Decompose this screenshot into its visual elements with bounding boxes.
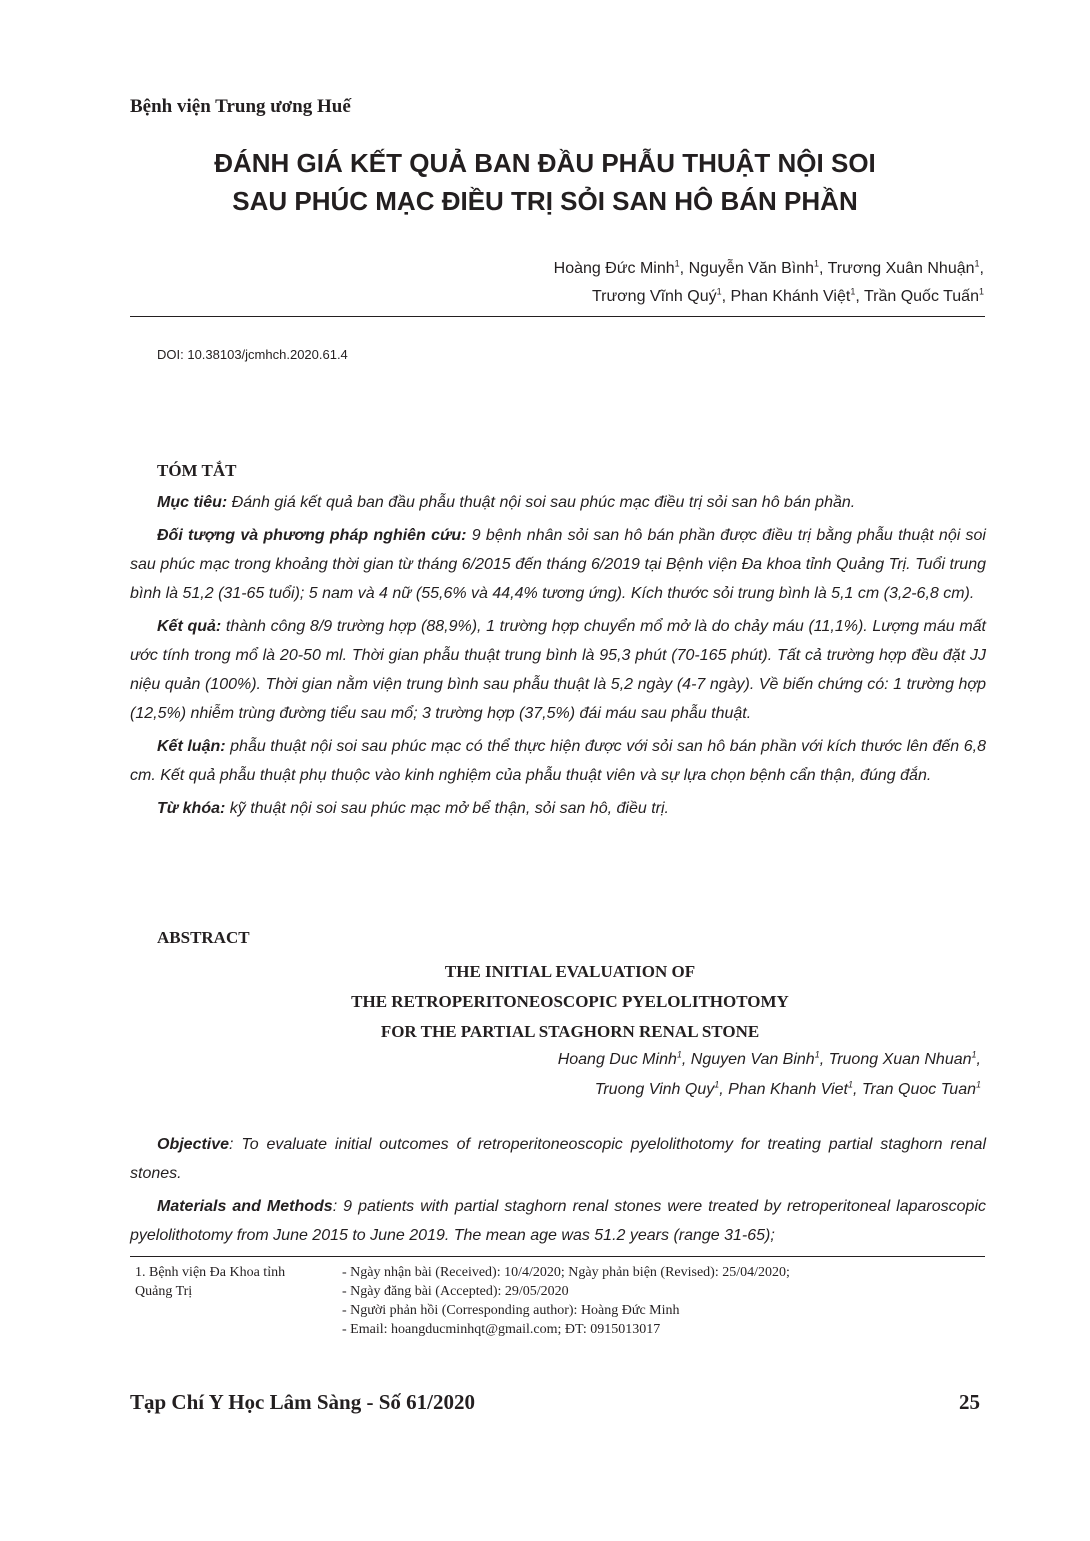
author-affiliation-mark: 1 bbox=[714, 1079, 720, 1090]
author-name: Hoang Duc Minh bbox=[557, 1051, 677, 1068]
english-title-line-1: THE INITIAL EVALUATION OF bbox=[444, 962, 696, 981]
contact-info[interactable]: - Email: hoangducminhqt@gmail.com; ĐT: 0915013017 bbox=[342, 1322, 661, 1337]
abstract-body bbox=[130, 1130, 986, 1254]
methods-text: 9 bệnh nhân sỏi san hô bán phần được điều trị bằng phẫu thuật nội soi sau phúc mạc trong khoảng thời gian từ tháng 6/2015 đến tháng 6/2019 tại Bệnh viện Đa khoa tỉnh Quảng Trị. Tuổi trung bình là 51,2 (31-65 tuổi); 5 nam và 4 nữ (55,6% và 44,4% tương ứng). Kích thước sỏi trung bình là 5,1 cm (3,2-6,8 cm). bbox=[130, 527, 986, 602]
author-line-1 bbox=[554, 255, 984, 283]
author-affiliation-mark: 1 bbox=[676, 1049, 682, 1060]
title-line-1: ĐÁNH GIÁ KẾT QUẢ BAN ĐẦU PHẪU THUẬT NỘI SOI bbox=[214, 148, 876, 178]
conclusion-text: phẫu thuật nội soi sau phúc mạc có thể thực hiện được với sỏi san hô bán phần với kích thước lên đến 6,8 cm. Kết quả phẫu thuật phụ thuộc vào kinh nghiệm của phẫu thuật viên và sự lựa chọn bệnh cẩn thận, đúng đắn. bbox=[130, 738, 986, 784]
author-separator: , bbox=[719, 1081, 729, 1098]
author-affiliation-mark: 1 bbox=[814, 1049, 820, 1060]
summary-body bbox=[130, 488, 986, 827]
methods-label: Materials and Methods bbox=[157, 1198, 333, 1215]
methods-text: : 9 patients with partial staghorn renal stones were treated by retroperitoneal laparoscopic pyelolithotomy from June 2015 to June 2019. The mean age was 51.2 years (range 31-65); bbox=[130, 1198, 986, 1244]
summary-methods bbox=[130, 521, 986, 608]
author-name: Trương Xuân Nhuận bbox=[827, 260, 975, 277]
english-title-line-3: FOR THE PARTIAL STAGHORN RENAL STONE bbox=[380, 1022, 760, 1041]
author-name: Tran Quoc Tuan bbox=[861, 1081, 976, 1098]
accepted-date: - Ngày đăng bài (Accepted): 29/05/2020 bbox=[342, 1284, 569, 1299]
author-affiliation-mark: 1 bbox=[813, 258, 819, 269]
author-affiliation-mark: 1 bbox=[847, 1079, 853, 1090]
conclusion-label: Kết luận: bbox=[157, 738, 226, 755]
objective-text: Đánh giá kết quả ban đầu phẫu thuật nội soi sau phúc mạc điều trị sỏi san hô bán phần. bbox=[227, 494, 856, 511]
results-text: thành công 8/9 trường hợp (88,9%), 1 trường hợp chuyển mổ mở là do chảy máu (11,1%). Lượng máu mất ước tính trong mổ là 20-50 ml. Thời gian phẫu thuật trung bình là 95,3 phút (70-165 phút). Tất cả trường hợp đều đặt JJ niệu quản (100%). Thời gian nằm viện trung bình sau phẫu thuật là 5,2 ngày (4-7 ngày). Về biến chứng có: 1 trường hợp (12,5%) nhiễm trùng đường tiểu sau mổ; 3 trường hợp (37,5%) đái máu sau phẫu thuật. bbox=[130, 618, 987, 722]
author-name: Truong Vinh Quy bbox=[594, 1081, 715, 1098]
author-affiliation-mark: 1 bbox=[716, 286, 722, 297]
title-line-2: SAU PHÚC MẠC ĐIỀU TRỊ SỎI SAN HÔ BÁN PHẦN bbox=[232, 186, 858, 216]
author-separator: , bbox=[679, 260, 689, 277]
author-name: Phan Khánh Việt bbox=[730, 288, 851, 305]
summary-heading: TÓM TẮT bbox=[157, 461, 237, 480]
author-separator: , bbox=[681, 1051, 691, 1068]
author-line-2 bbox=[554, 283, 984, 311]
page-number: 25 bbox=[959, 1390, 980, 1414]
received-date: - Ngày nhận bài (Received): 10/4/2020; Ngày phản biện (Revised): 25/04/2020; bbox=[342, 1265, 790, 1280]
author-affiliation-mark: 1 bbox=[975, 1079, 981, 1090]
footnote-divider bbox=[130, 1256, 985, 1257]
author-separator: , bbox=[721, 288, 731, 305]
summary-keywords bbox=[130, 794, 986, 823]
header-divider bbox=[130, 316, 985, 317]
author-affiliation-mark: 1 bbox=[971, 1049, 977, 1060]
abstract-objective bbox=[130, 1130, 986, 1188]
author-name: Hoàng Đức Minh bbox=[553, 260, 675, 277]
en-author-line-2 bbox=[558, 1075, 981, 1105]
article-title bbox=[0, 144, 1090, 220]
author-list-vi bbox=[554, 255, 984, 311]
author-list-en bbox=[558, 1045, 981, 1105]
abstract-heading: ABSTRACT bbox=[157, 928, 250, 947]
keywords-text: kỹ thuật nội soi sau phúc mạc mở bể thận, sỏi san hô, điều trị. bbox=[225, 800, 669, 817]
author-name: Trương Vĩnh Quý bbox=[591, 288, 717, 305]
author-separator: , bbox=[855, 288, 864, 305]
author-affiliation-mark: 1 bbox=[850, 286, 856, 297]
author-name: Nguyen Van Binh bbox=[690, 1051, 815, 1068]
running-header: Bệnh viện Trung ương Huế bbox=[130, 96, 351, 117]
author-name: Phan Khanh Viet bbox=[728, 1081, 848, 1098]
summary-conclusion bbox=[130, 732, 986, 790]
author-name: Nguyễn Văn Bình bbox=[688, 260, 814, 277]
affiliation-footnote: 1. Bệnh viện Đa Khoa tỉnh Quảng Trị bbox=[135, 1265, 286, 1299]
en-author-line-1 bbox=[558, 1045, 981, 1075]
keywords-label: Từ khóa: bbox=[157, 800, 226, 817]
objective-text: : To evaluate initial outcomes of retroperitoneoscopic pyelolithotomy for treating partial staghorn renal stones. bbox=[130, 1136, 986, 1182]
objective-label: Objective bbox=[157, 1136, 230, 1153]
doi-link[interactable]: DOI: 10.38103/jcmhch.2020.61.4 bbox=[157, 347, 348, 362]
article-dates-footnote bbox=[342, 1263, 790, 1339]
corresponding-author: - Người phản hồi (Corresponding author): Hoàng Đức Minh bbox=[342, 1303, 680, 1318]
results-label: Kết quả: bbox=[157, 618, 222, 635]
author-separator: , bbox=[852, 1081, 862, 1098]
author-separator: , bbox=[976, 1051, 981, 1068]
author-affiliation-mark: 1 bbox=[674, 258, 680, 269]
author-separator: , bbox=[979, 260, 984, 277]
summary-objective bbox=[130, 488, 986, 517]
author-separator: , bbox=[819, 260, 828, 277]
methods-label: Đối tượng và phương pháp nghiên cứu: bbox=[157, 527, 467, 544]
author-name: Trần Quốc Tuấn bbox=[863, 288, 979, 305]
summary-results bbox=[130, 612, 986, 728]
english-title bbox=[0, 957, 1090, 1047]
english-title-line-2: THE RETROPERITONEOSCOPIC PYELOLITHOTOMY bbox=[351, 992, 789, 1011]
journal-name: Tạp Chí Y Học Lâm Sàng - Số 61/2020 bbox=[130, 1390, 475, 1414]
author-affiliation-mark: 1 bbox=[978, 286, 984, 297]
abstract-methods bbox=[130, 1192, 986, 1250]
author-separator: , bbox=[819, 1051, 829, 1068]
author-affiliation-mark: 1 bbox=[974, 258, 980, 269]
objective-label: Mục tiêu: bbox=[157, 494, 228, 511]
author-name: Truong Xuan Nhuan bbox=[828, 1051, 972, 1068]
